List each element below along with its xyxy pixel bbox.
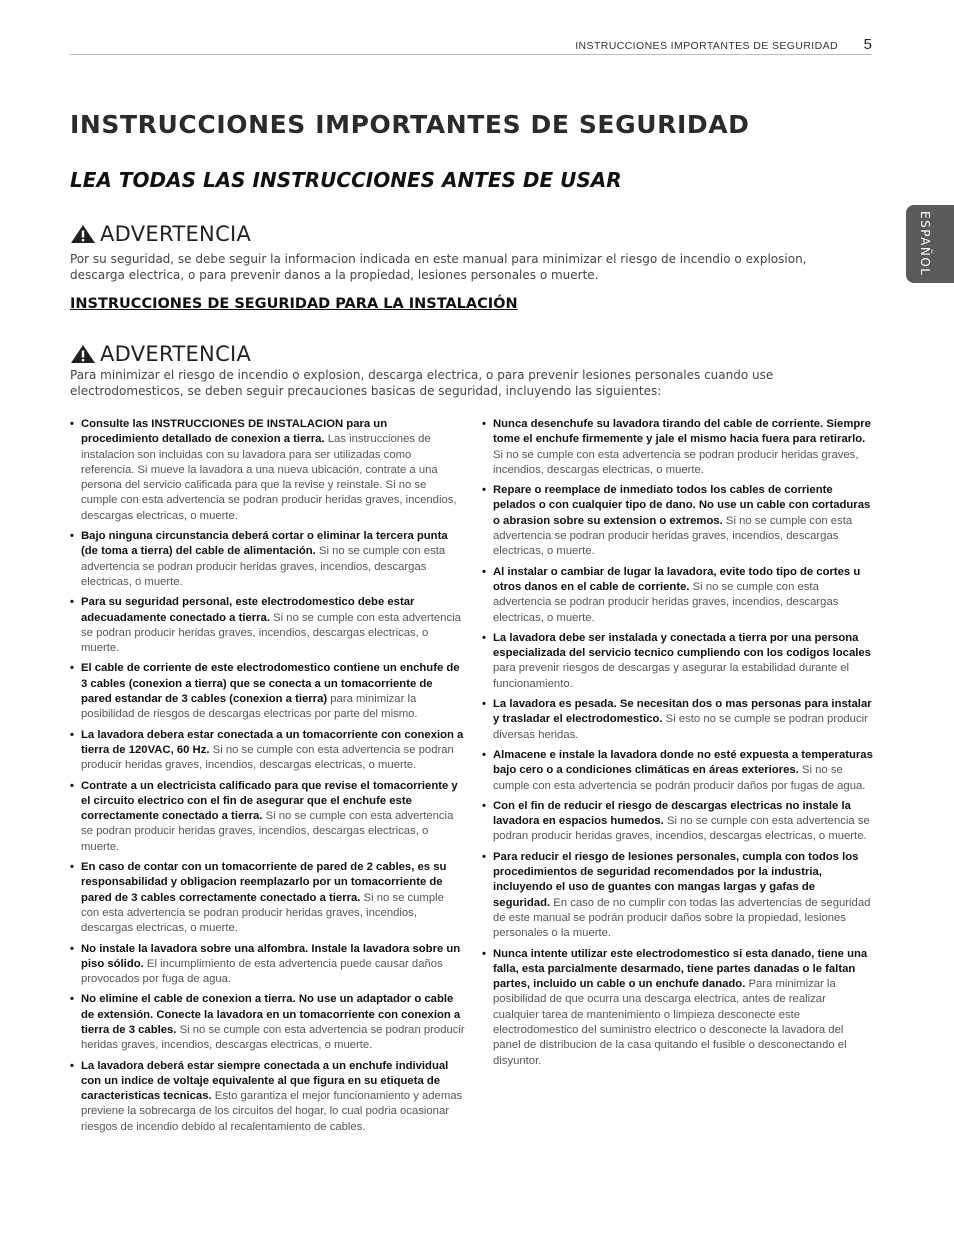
list-item xyxy=(482,631,874,692)
language-tab-label: ESPAÑOL xyxy=(918,211,932,277)
item-bold-text: La lavadora debe ser instalada y conectada a tierra por una persona especializada del servicio tecnico cumpliendo con los codigos locales xyxy=(493,631,871,660)
list-item xyxy=(482,850,874,942)
item-text: Para minimizar la posibilidad de que ocurra una descarga electrica, antes de realizar cualquier tarea de mantenimiento o limpieza desconecte este electrodomestico del suministro electrico o desconecte la lavadora del panel de distribucion de la casa quitando el fusible o desconectando el disyuntor. xyxy=(493,978,847,1067)
item-text: Si no se cumple con esta advertencia se podran producir heridas graves, incendios, descargas electricas, o muerte. xyxy=(81,611,461,655)
item-bold-text: Nunca desenchufe su lavadora tirando del cable de corriente. Siempre tome el enchufe firmemente y jale el mismo hacia fuera para retirarlo. xyxy=(493,418,871,446)
language-tab xyxy=(906,205,954,283)
item-text: Si no se cumple con esta advertencia se podran producir heridas graves, incendios, descargas electricas, o muerte. xyxy=(81,891,444,935)
item-bold-text: La lavadora es pesada. Se necesitan dos o mas personas para instalar y trasladar el electrodomestico. xyxy=(493,698,872,726)
warning-text-2: Para minimizar el riesgo de incendio o explosion, descarga electrica, o para prevenir lesiones personales cuando use electrodomesticos, se deben seguir precauciones basicas de seguridad, incluyendo las siguientes: xyxy=(70,368,774,398)
list-item xyxy=(482,799,874,845)
item-text: Si no se cumple con esta advertencia se podran producir heridas graves, incendios, descargas electricas, o muerte. xyxy=(493,580,839,624)
item-text: El incumplimiento de esta advertencia puede causar daños provocados por fuga de agua. xyxy=(81,957,443,986)
list-item xyxy=(70,942,465,988)
item-text: Si no se cumple con esta advertencia se podran producir heridas graves, incendios, descargas electricas, o muerte. xyxy=(81,743,454,772)
warning-triangle-icon xyxy=(70,224,96,244)
list-item xyxy=(482,748,874,794)
warning-heading-2 xyxy=(70,342,251,366)
right-column xyxy=(482,417,874,1074)
item-bold-text: La lavadora debera estar conectada a un tomacorriente con conexion a tierra de 120VAC, 60 Hz. xyxy=(81,728,464,756)
list-item xyxy=(70,728,465,774)
item-bold-text: En caso de contar con un tomacorriente de pared de 2 cables, es su responsabilidad y obligacion reemplazarlo por un tomacorriente de pared de 3 cables correctamente conectado a tierra. xyxy=(81,861,447,904)
list-item xyxy=(70,992,465,1053)
list-item xyxy=(70,417,465,524)
warning-heading-2-text: ADVERTENCIA xyxy=(100,342,252,366)
item-bold-text: Con el fin de reducir el riesgo de descargas electricas no instale la lavadora en espacios humedos. xyxy=(493,799,851,828)
section-heading: INSTRUCCIONES DE SEGURIDAD PARA LA INSTALACIÓN xyxy=(70,296,518,312)
list-item xyxy=(70,779,465,855)
item-bold-text: La lavadora deberá estar siempre conectada a un enchufe individual con un indice de voltaje equivalente al que figura en su etiqueta de caracteristicas tecnicas. xyxy=(81,1059,449,1103)
item-text: Si no se cumple con esta advertencia se podrán producir daños por fugas de agua. xyxy=(493,764,866,792)
item-text: para prevenir riesgos de descargas y asegurar la estabilidad durante el funcionamiento. xyxy=(493,662,850,690)
item-bold-text: Almacene e instale la lavadora donde no esté expuesta a temperaturas bajo cero o a condiciones climáticas en áreas exteriores. xyxy=(493,748,873,777)
item-bold-text: Consulte las INSTRUCCIONES DE INSTALACION para un procedimiento detallado de conexion a tierra. xyxy=(81,418,388,446)
item-bold-text: Nunca intente utilizar este electrodomestico si esta danado, tiene una falla, esta parcialmente desarmado, tiene partes danadas o le faltan partes, incluido un cable o un enchufe danado. xyxy=(493,947,868,991)
list-item xyxy=(70,1059,465,1135)
item-text: En caso de no cumplir con todas las advertencias de seguridad de este manual se podrán producir daños sobre la propiedad, lesiones personales o la muerte. xyxy=(493,896,871,940)
list-item xyxy=(482,417,874,478)
item-text: para minimizar la posibilidad de riesgos de descargas electricas por parte del mismo. xyxy=(81,693,418,721)
list-item xyxy=(70,661,465,722)
item-text: Si no se cumple con esta advertencia se podran producir heridas graves, incendios, descargas electricas, o muerte. xyxy=(81,545,446,588)
list-item xyxy=(482,565,874,626)
item-text: Si no se cumple con esta advertencia se podran producir heridas graves, incendios, descargas electricas, o muerte. xyxy=(493,448,859,476)
running-header xyxy=(70,36,872,55)
item-text: Si no se cumple con esta advertencia se podran producir heridas graves, incendios, descargas electricas, o muerte. xyxy=(81,1023,465,1052)
item-bold-text: Para reducir el riesgo de lesiones personales, cumpla con todos los procedimientos de seguridad recomendados por la industria, incluyendo el uso de guantes con mangas largas y gafas de seguridad. xyxy=(493,850,859,909)
list-item xyxy=(482,483,874,559)
warning-heading-1-text: ADVERTENCIA xyxy=(100,222,252,246)
item-text: Si no se cumple con esta advertencia se podran producir heridas graves, incendios, descargas electricas, o muerte. xyxy=(493,815,870,843)
page-number: 5 xyxy=(863,36,872,53)
item-bold-text: Al instalar o cambiar de lugar la lavadora, evite todo tipo de cortes u otros danos en el cable de corriente. xyxy=(493,565,861,593)
running-title: INSTRUCCIONES IMPORTANTES DE SEGURIDAD xyxy=(575,40,838,52)
warning-text-1: Por su seguridad, se debe seguir la informacion indicada en este manual para minimizar el riesgo de incendio o explosion, descarga electrica, o para prevenir danos a la propiedad, lesiones personales o muerte. xyxy=(70,252,807,282)
item-text: Si esto no se cumple se podran producir diversas heridas. xyxy=(493,713,868,741)
page-subtitle: LEA TODAS LAS INSTRUCCIONES ANTES DE USAR xyxy=(70,168,622,192)
item-bold-text: Para su seguridad personal, este electrodomestico debe estar adecuadamente conectado a tierra. xyxy=(81,596,415,624)
item-text: Si no se cumple con esta advertencia se podran producir heridas graves, incendios, descargas electricas, o muerte. xyxy=(81,810,454,853)
page-title: INSTRUCCIONES IMPORTANTES DE SEGURIDAD xyxy=(70,110,750,139)
left-column xyxy=(70,417,465,1140)
item-bold-text: Bajo ninguna circunstancia deberá cortar o eliminar la tercera punta (de toma a tierra) del cable de alimentación. xyxy=(81,530,448,558)
item-text: Las instrucciones de instalacion son incluidas con su lavadora para ser utilizadas como referencia. Si mueve la lavadora a una nueva ubicación, contrate a una persona del servicio calificada para que la revise y reinstale. Si no se cumple con esta advertencia se podran producir heridas graves, incendios, descargas electricas, o muerte. xyxy=(81,433,457,522)
list-item xyxy=(70,860,465,936)
item-bold-text: Contrate a un electricista calificado para que revise el tomacorriente y el circuito electrico con el fin de asegurar que el enchufe este correctamente conectado a tierra. xyxy=(81,779,458,823)
item-bold-text: No instale la lavadora sobre una alfombra. Instale la lavadora sobre un piso sólido. xyxy=(81,942,461,970)
item-text: Si no se cumple con esta advertencia se podran producir heridas graves, incendios, descargas electricas, o muerte. xyxy=(493,514,853,558)
warning-heading-1 xyxy=(70,222,251,246)
list-item xyxy=(70,529,465,590)
item-bold-text: No elimine el cable de conexion a tierra. No use un adaptador o cable de extensión. Conecte la lavadora en un tomacorriente con conexion a tierra de 3 cables. xyxy=(81,993,461,1036)
warning-triangle-icon xyxy=(70,344,96,364)
list-item xyxy=(482,697,874,743)
item-text: Esto garantiza el mejor funcionamiento y ademas previene la sobrecarga de los circuitos del hogar, lo cual podria ocasionar riesgos de incendio debido al recalentamiento de cables. xyxy=(81,1090,463,1133)
list-item xyxy=(70,595,465,656)
item-bold-text: Repare o reemplace de inmediato todos los cables de corriente pelados o con cualquier tipo de dano. No use un cable con cortaduras o abrasion sobre su extension o extremos. xyxy=(493,484,871,527)
item-bold-text: El cable de corriente de este electrodomestico contiene un enchufe de 3 cables (conexion a tierra) que se conecta a un tomacorriente de pared estandar de 3 cables (conexion a tierra) xyxy=(81,662,460,706)
list-item xyxy=(482,947,874,1069)
